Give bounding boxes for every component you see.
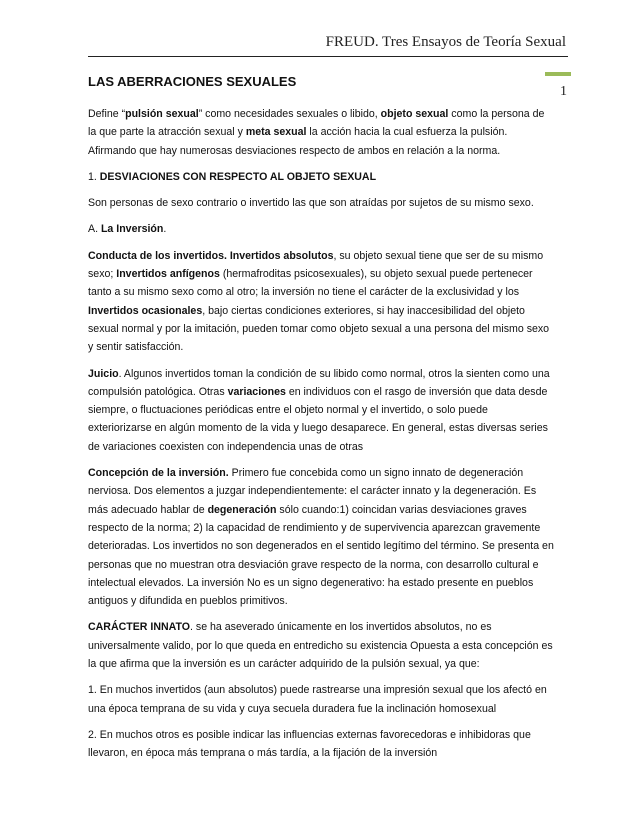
bold-run: CARÁCTER INNATO	[88, 621, 191, 634]
paragraph-conducta	[88, 247, 554, 357]
bold-run: variaciones	[227, 385, 286, 398]
header-rule	[88, 56, 568, 57]
text-run: como la persona de la que parte la atracción sexual y	[88, 108, 545, 139]
text-run: Primero fue concebida como un signo innato de degeneración nerviosa. Dos elementos a juzgar independientemente: el carácter innato y la degeneración. Es más adecuado hablar de	[88, 467, 537, 516]
bold-run: Invertidos ocasionales	[88, 304, 203, 317]
running-header: FREUD. Tres Ensayos de Teoría Sexual	[325, 34, 566, 50]
document-body	[88, 74, 554, 771]
bold-run: DESVIACIONES CON RESPECTO AL OBJETO SEXUAL	[99, 170, 377, 183]
page-number: 1	[560, 84, 567, 99]
text-run: Define “	[88, 108, 126, 120]
text-run: .	[163, 223, 167, 236]
text-run: 1. En muchos invertidos (aun absolutos) puede rastrearse una impresión sexual que los afectó en una época temprana de su vida y cuya secuela duradera fue la inclinación homosexual	[88, 684, 547, 715]
section-title: LAS ABERRACIONES SEXUALES	[88, 74, 297, 89]
bold-run: pulsión sexual	[125, 108, 199, 120]
text-run: . se ha aseverado únicamente en los invertidos absolutos, no es universalmente valido, por lo que queda en entredicho su existencia Opuesta a esta concepción es la que afirma que la inversión es un carácter adquirido de la pulsión sexual, ya que:	[88, 621, 553, 671]
text-run: la acción hacia la cual esfuerza la pulsión. Afirmando que hay numerosas desviaciones respecto de ambos en relación a la norma.	[88, 126, 508, 157]
text-run: en individuos con el rasgo de inversión que data desde siempre, o fluctuaciones periódicas entre el objeto normal y el invertido, o solo puede exteriorizarse en algún momento de la vida y luego desaparece. En general, estas diversas series de variaciones coexisten con independencia unas de otras	[88, 385, 548, 453]
paragraph-invertidos-intro	[88, 194, 554, 212]
text-run: sólo cuando:1) coincidan varias desviaciones graves respecto de la norma; 2) la capacidad de rendimiento y de supervivencia aparezcan gravemente deterioradas. Los invertidos no son degenerados en el sentido legítimo del término. Se presenta en personas que no muestran otra desviación grave respecto de la norma, con desarrollo cultural e intelectual elevados. La inversión No es un signo degenerativo: ha estado presente en pueblos antiguos y difundida en pueblos primitivos.	[88, 503, 554, 608]
paragraph-juicio	[88, 365, 554, 456]
paragraph-concepcion	[88, 464, 554, 610]
bold-run: Invertidos anfígenos	[116, 268, 220, 281]
text-run: 2. En muchos otros es posible indicar las influencias externas favorecedoras e inhibidoras que llevaron, en época más temprana o más tardía, a la fijación de la inversión	[88, 728, 531, 760]
paragraph-caracter-innato	[88, 618, 554, 673]
text-run: A.	[88, 223, 101, 236]
text-run: (hermafroditas psicosexuales), su objeto sexual puede pertenecer tanto a su mismo sexo como al otro; la inversión no tiene el carácter de la exclusividad y los	[88, 268, 533, 299]
bold-run: Conducta de los invertidos. Invertidos absolutos	[88, 249, 334, 262]
paragraph-point-2	[88, 726, 554, 763]
text-run: , bajo ciertas condiciones exteriores, si hay inaccesibilidad del objeto sexual normal y por la imitación, pueden tomar como objeto sexual a una persona del mismo sexo y sentir satisfacción.	[88, 304, 550, 354]
bold-run: La Inversión	[100, 223, 164, 236]
bold-run: Juicio	[88, 367, 119, 380]
bold-run: objeto sexual	[380, 108, 449, 120]
subsection-heading-inversion	[88, 220, 554, 238]
bold-run: Concepción de la inversión.	[88, 467, 229, 480]
text-run: Son personas de sexo contrario o invertido las que son atraídas por sujetos de su mismo sexo.	[88, 197, 534, 210]
text-run: 1.	[88, 170, 100, 183]
paragraph-definitions	[88, 105, 554, 160]
paragraph-point-1	[88, 681, 554, 718]
text-run: ” como necesidades sexuales o libido,	[198, 108, 381, 120]
text-run: , su objeto sexual tiene que ser de su mismo sexo;	[88, 249, 544, 281]
bold-run: degeneración	[207, 503, 277, 516]
text-run: . Algunos invertidos toman la condición de su libido como normal, otros la sienten como una compulsión patológica. Otras	[88, 367, 550, 398]
bold-run: meta sexual	[245, 126, 307, 139]
section-heading-desviaciones	[88, 168, 554, 186]
